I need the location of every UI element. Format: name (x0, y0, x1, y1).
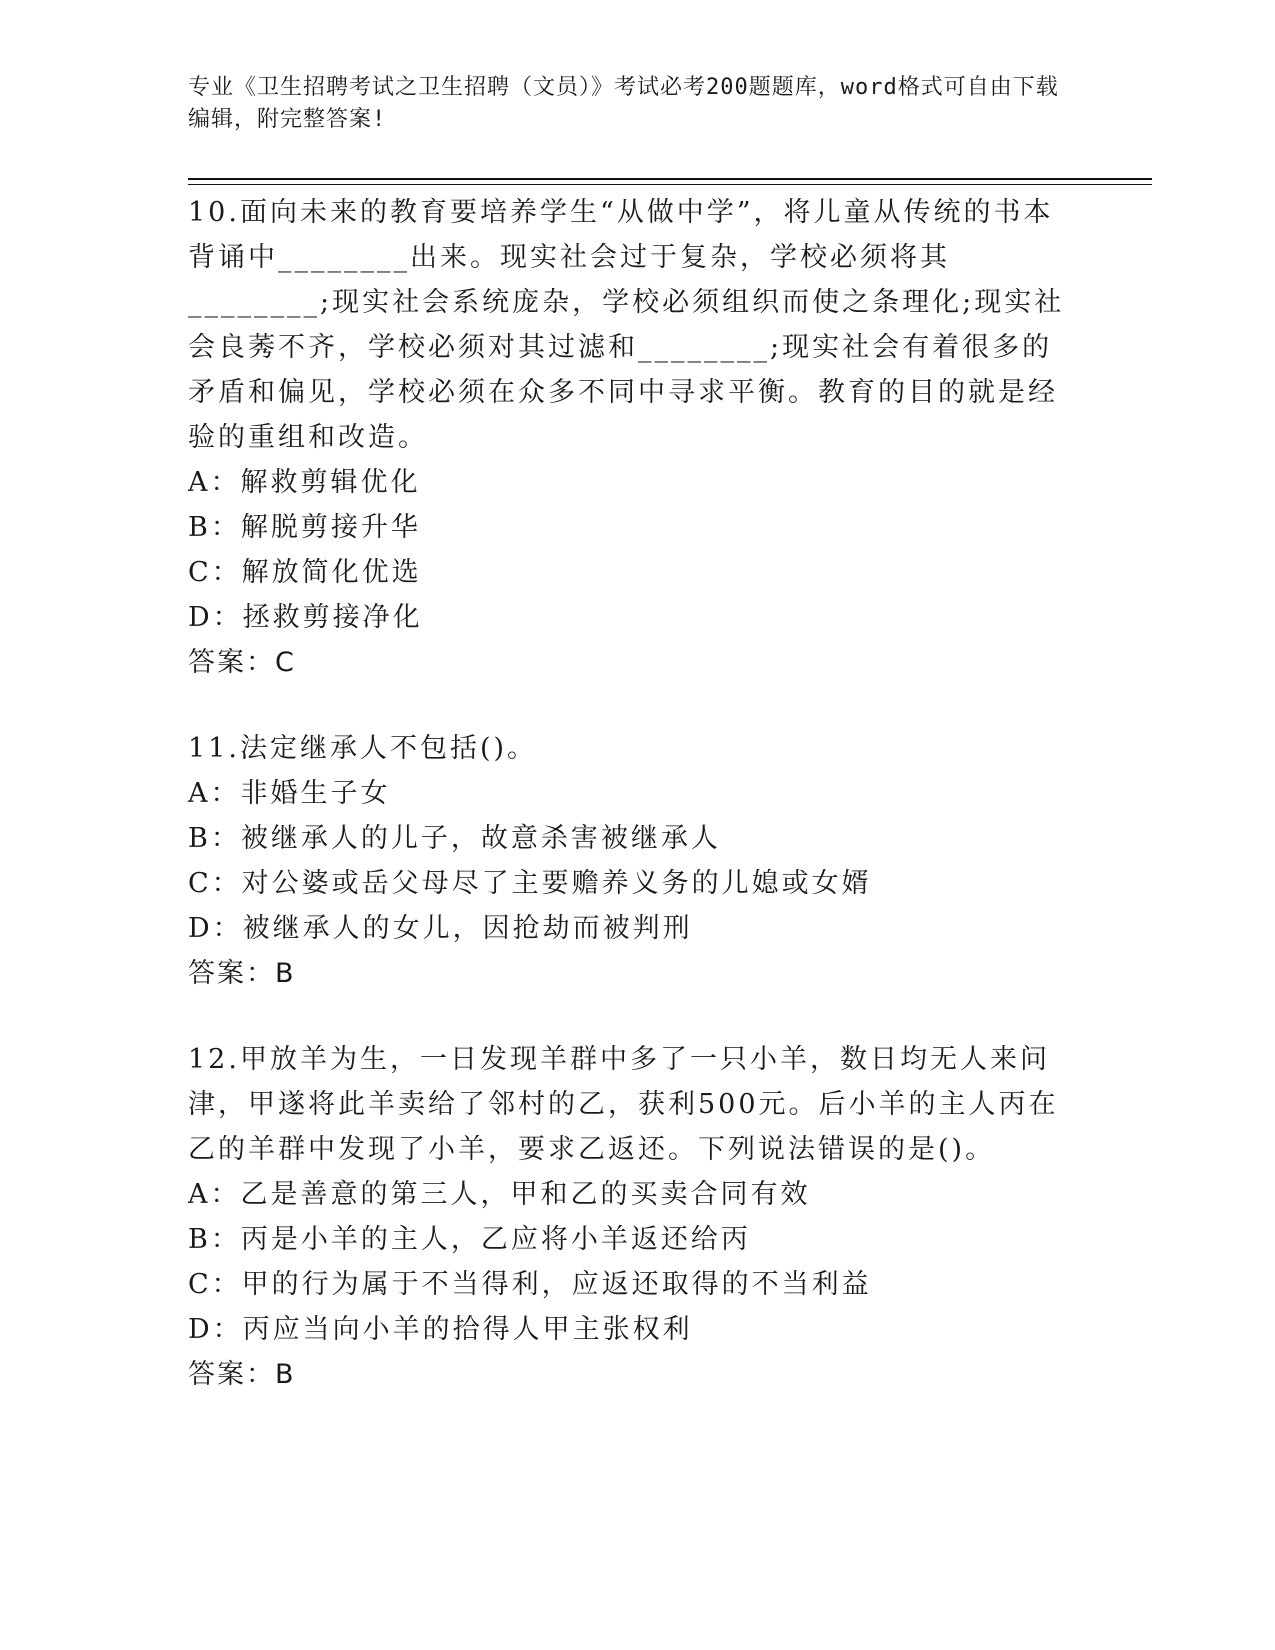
option-b: B：丙是小羊的主人，乙应将小羊返还给丙 (188, 1224, 751, 1255)
option-a: A：非婚生子女 (188, 778, 391, 809)
header-rule-thick (188, 178, 1152, 180)
answer-line: 答案：C (188, 647, 296, 678)
option-b: B：解脱剪接升华 (188, 512, 421, 543)
option-c: C：解放简化优选 (188, 557, 422, 588)
question-10 (188, 190, 1078, 686)
option-b: B：被继承人的儿子，故意杀害被继承人 (188, 823, 721, 854)
document-header (188, 72, 1068, 136)
option-d: D：被继承人的女儿，因抢劫而被判刑 (188, 913, 693, 944)
question-list (188, 190, 1078, 1436)
question-stem: 11.法定继承人不包括()。 (188, 733, 538, 764)
header-rule-thin (188, 184, 1152, 185)
question-12 (188, 1037, 1078, 1398)
answer-line: 答案：B (188, 1359, 296, 1390)
question-stem: 10.面向未来的教育要培养学生“从做中学”，将儿童从传统的书本背诵中________出来。现实社会过于复杂，学校必须将其________;现实社会系统庞杂，学校必须组织而使之条理化;现实社会良莠不齐，学校必须对其过滤和________;现实社会有着很多的矛盾和偏见，学校必须在众多不同中寻求平衡。教育的目的就是经验的重组和改造。 (188, 197, 1065, 453)
header-text: 专业《卫生招聘考试之卫生招聘（文员）》考试必考200题题库，word格式可自由下载编辑，附完整答案! (188, 75, 1059, 132)
option-a: A：解救剪辑优化 (188, 467, 421, 498)
question-11 (188, 726, 1078, 997)
option-c: C：甲的行为属于不当得利，应返还取得的不当利益 (188, 1269, 872, 1300)
option-c: C：对公婆或岳父母尽了主要赡养义务的儿媳或女婿 (188, 868, 872, 899)
option-d: D：拯救剪接净化 (188, 602, 423, 633)
answer-line: 答案：B (188, 958, 296, 989)
question-stem: 12.甲放羊为生，一日发现羊群中多了一只小羊，数日均无人来问津，甲遂将此羊卖给了邻村的乙，获利500元。后小羊的主人丙在乙的羊群中发现了小羊，要求乙返还。下列说法错误的是()。 (188, 1044, 1059, 1165)
option-a: A：乙是善意的第三人，甲和乙的买卖合同有效 (188, 1179, 811, 1210)
option-d: D：丙应当向小羊的拾得人甲主张权利 (188, 1314, 693, 1345)
